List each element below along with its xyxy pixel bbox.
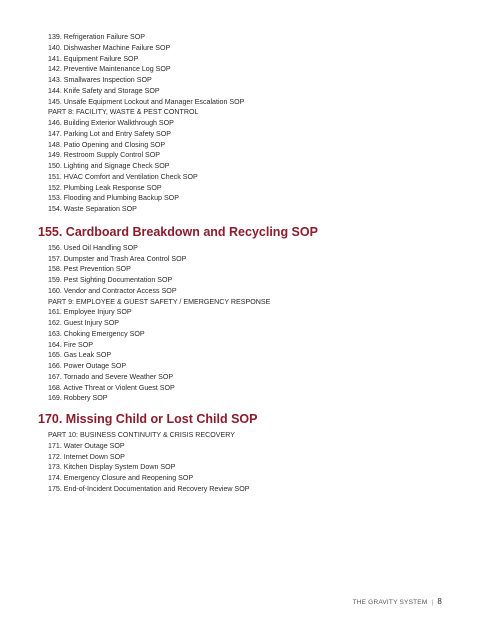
toc-item: 160. Vendor and Contractor Access SOP	[48, 286, 177, 295]
page-footer	[353, 597, 442, 606]
toc-item: 161. Employee Injury SOP	[48, 308, 132, 317]
toc-item: 158. Pest Prevention SOP	[48, 265, 131, 274]
toc-list-group-c	[48, 430, 448, 495]
toc-item: 147. Parking Lot and Entry Safety SOP	[48, 129, 172, 138]
toc-item: 165. Gas Leak SOP	[48, 351, 112, 360]
toc-item: 151. HVAC Comfort and Ventilation Check SOP	[48, 172, 198, 181]
toc-item: 141. Equipment Failure SOP	[48, 54, 139, 63]
section-heading-155: 155. Cardboard Breakdown and Recycling SOP	[38, 224, 318, 239]
toc-item: 150. Lighting and Signage Check SOP	[48, 162, 170, 170]
toc-item: 139. Refrigeration Failure SOP	[48, 33, 145, 41]
toc-item: 140. Dishwasher Machine Failure SOP	[48, 43, 171, 52]
toc-item: 154. Waste Separation SOP	[48, 205, 137, 213]
toc-item: 173. Kitchen Display System Down SOP	[48, 463, 176, 472]
toc-item: 171. Water Outage SOP	[48, 441, 125, 450]
toc-item: 146. Building Exterior Walkthrough SOP	[48, 119, 174, 127]
part-heading: PART 10: BUSINESS CONTINUITY & CRISIS RECOVERY	[48, 431, 235, 439]
toc-item: 142. Preventive Maintenance Log SOP	[48, 65, 171, 74]
toc-item: 164. Fire SOP	[48, 340, 93, 349]
part-heading: PART 9: EMPLOYEE & GUEST SAFETY / EMERGENCY RESPONSE	[48, 297, 271, 306]
footer-separator: |	[431, 599, 434, 606]
toc-item: 153. Flooding and Plumbing Backup SOP	[48, 194, 179, 203]
section-heading-170: 170. Missing Child or Lost Child SOP	[38, 412, 258, 426]
part-heading: PART 8: FACILITY, WASTE & PEST CONTROL	[48, 108, 199, 117]
toc-item: 162. Guest Injury SOP	[48, 319, 119, 327]
toc-item: 174. Emergency Closure and Reopening SOP	[48, 474, 194, 482]
toc-item: 175. End-of-Incident Documentation and Recovery Review SOP	[48, 484, 250, 493]
toc-content	[38, 32, 448, 495]
toc-item: 143. Smallwares Inspection SOP	[48, 76, 152, 84]
toc-item: 166. Power Outage SOP	[48, 362, 127, 370]
toc-list-group-a	[48, 32, 448, 215]
toc-item: 156. Used Oil Handling SOP	[48, 243, 138, 252]
toc-item: 145. Unsafe Equipment Lockout and Manager Escalation SOP	[48, 97, 245, 106]
toc-item: 152. Plumbing Leak Response SOP	[48, 183, 162, 192]
toc-list-group-b	[48, 243, 448, 404]
toc-item: 169. Robbery SOP	[48, 394, 108, 403]
page-number: 8	[437, 597, 442, 606]
toc-item: 149. Restroom Supply Control SOP	[48, 151, 160, 160]
toc-item: 148. Patio Opening and Closing SOP	[48, 140, 166, 149]
footer-label: THE GRAVITY SYSTEM	[352, 599, 428, 606]
toc-item: 144. Knife Safety and Storage SOP	[48, 86, 160, 95]
toc-item: 172. Internet Down SOP	[48, 452, 125, 461]
toc-item: 167. Tornado and Severe Weather SOP	[48, 372, 174, 381]
toc-item: 157. Dumpster and Trash Area Control SOP	[48, 254, 187, 263]
toc-item: 159. Pest Sighting Documentation SOP	[48, 276, 173, 284]
toc-item: 163. Choking Emergency SOP	[48, 329, 145, 338]
toc-item: 168. Active Threat or Violent Guest SOP	[48, 383, 175, 392]
